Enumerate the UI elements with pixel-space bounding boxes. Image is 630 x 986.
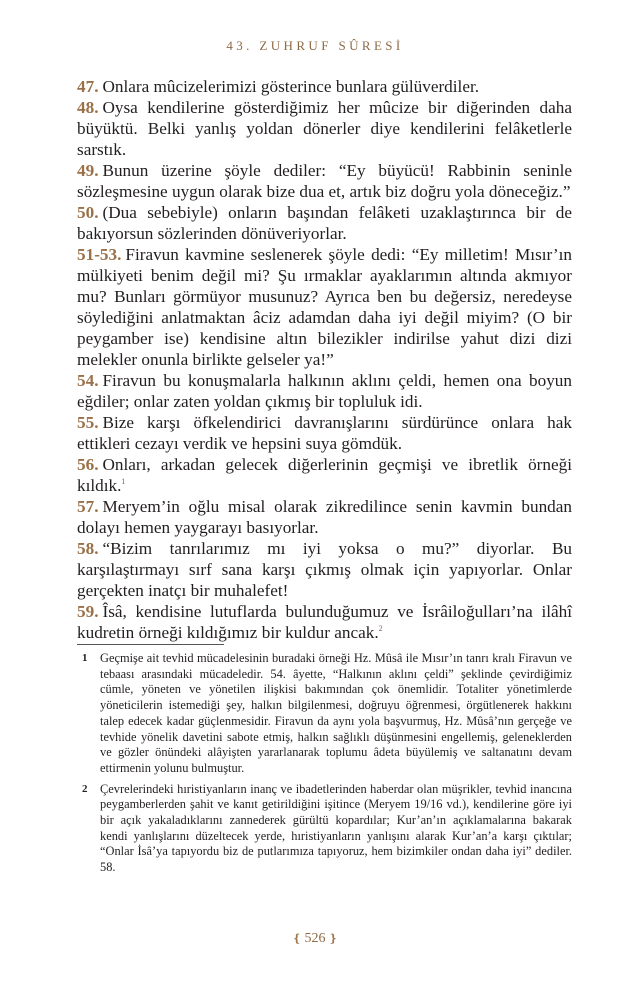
verse-text: Firavun bu konuşmalarla halkının aklını çeldi, hemen ona boyun eğdiler; onlar zaten yoldan çıkmış bir topluluk idi. — [77, 371, 572, 411]
page-number — [0, 931, 630, 947]
footnotes — [77, 651, 572, 881]
verse-number: 58. — [77, 539, 99, 558]
right-ornament-icon: ❵ — [328, 933, 338, 945]
verse-text: Firavun kavmine seslenerek şöyle dedi: “Ey milletim! Mısır’ın mülkiyeti benim değil mi? Şu ırmaklar ayaklarımın altında akmıyor mu? Bunları görmüyor musunuz? Ayrıca ben bu değersiz, neredeyse söylediğini anlatmaktan âciz adamdan daha iyi değil miyim? (O bir peygamber ise) kendisine altın bilezikler indirilse yahut dizi dizi melekler onunla birlikte gelseler ya!” — [77, 245, 572, 369]
verse-text: “Bizim tanrılarımız mı iyi yoksa o mu?” diyorlar. Bu karşılaştırmayı sırf sana karşı çıkmış olmak için yapıyorlar. Onlar gerçekten inatçı bir muhalefet! — [77, 539, 572, 600]
page-number-text: 526 — [304, 931, 326, 946]
verse-50 — [77, 202, 572, 244]
verse-57 — [77, 496, 572, 538]
verse-59 — [77, 601, 572, 643]
verse-56 — [77, 454, 572, 496]
verse-51-53 — [77, 244, 572, 370]
left-ornament-icon: ❴ — [292, 933, 302, 945]
footnote-1 — [77, 651, 572, 777]
footnote-divider — [77, 644, 224, 645]
verse-text: (Dua sebebiyle) onların başından felâketi uzaklaştırınca bir de bakıyorsun sözlerinden dönüveriyorlar. — [77, 203, 572, 243]
verse-text: Bize karşı öfkelendirici davranışlarını sürdürünce onlara hak ettikleri cezayı verdik ve hepsini suya gömdük. — [77, 413, 572, 453]
verse-55 — [77, 412, 572, 454]
verse-47 — [77, 76, 572, 97]
verse-text: Îsâ, kendisine lutuflarda bulunduğumuz ve İsrâiloğulları’na ilâhî kudretin örneği kıldığımız bir kuldur ancak. — [77, 602, 572, 642]
verse-text: Oysa kendilerine gösterdiğimiz her mûcize bir diğerinden daha büyüktü. Belki yanlış yoldan dönerler diye kendilerini felâketlerle sarstık. — [77, 98, 572, 159]
verse-number: 47. — [77, 77, 99, 96]
footnote-ref[interactable]: 1 — [121, 477, 126, 486]
surah-header: 43. ZUHRUF SÛRESİ — [226, 38, 404, 53]
verse-text: Onlara mûcizelerimizi gösterince bunlara gülüverdiler. — [102, 77, 480, 96]
verse-number: 56. — [77, 455, 99, 474]
footnote-ref[interactable]: 2 — [378, 624, 383, 633]
verse-number: 55. — [77, 413, 99, 432]
verse-48 — [77, 97, 572, 160]
footnote-2 — [77, 782, 572, 876]
verse-text: Bunun üzerine şöyle dediler: “Ey büyücü! Rabbinin seninle sözleşmesine uygun olarak bize dua et, artık biz doğru yola döneceğiz.” — [77, 161, 572, 201]
verse-number: 54. — [77, 371, 99, 390]
footnote-number: 1 — [82, 652, 88, 664]
verse-number: 49. — [77, 161, 99, 180]
verse-number: 59. — [77, 602, 99, 621]
verse-block — [77, 76, 572, 643]
verse-number: 48. — [77, 98, 99, 117]
footnote-text: Çevrelerindeki hıristiyanların inanç ve ibadetlerinden haberdar olan müşrikler, tevhid inancına peygamberlerden şahit ve kanıt getirildiğini işitince (Meryem 19/16 vd.), kendilerine göre iyi bir açık yakaladıklarını zannederek gürültü kopardılar; Kur’an’ın açıklamalarına bakarak kendi yanlışlarını düzeltecek yerde, hıristiyanların yanlışını alarak Kur’an’a karşı çıktılar; “Onlar İsâ’ya tapıyordu biz de putlarımıza tapıyoruz, hem bizimkiler ondan daha iyi” dediler. 58. — [100, 781, 572, 875]
verse-number: 57. — [77, 497, 99, 516]
verse-58 — [77, 538, 572, 601]
footnote-number: 2 — [82, 782, 88, 795]
footnote-text: Geçmişe ait tevhid mücadelesinin buradaki örneği Hz. Mûsâ ile Mısır’ın tanrı kralı Firavun ve tebaası arasındaki mücadeledir. 54. âyette, “Halkının aklını çeldi” şeklinde çevirdiğimiz cümle, yöneten ve yönetilen ilişkisi bakımından çok önemlidir. Totaliter yönetimlerde yöneticilerin istemediği şey, halkın bilgilenmesi, doğruyu öğrenmesi, örgütlenerek hakkını talep edecek kadar güçlenmesidir. Firavun da aynı yola başvurmuş, Hz. Mûsâ’nın gerçeğe ve tevhide yönelik davetini sabote etmiş, halkın sağlıklı düşünmesini engellemiş, geleneklerden ve gözler önündeki alâyişten yararlanarak toplumu âdeta büyülemiş ve saltanatını devam ettirmenin yolunu bulmuştur. — [100, 651, 572, 775]
verse-text: Meryem’in oğlu misal olarak zikredilince senin kavmin bundan dolayı hemen yaygarayı basıyorlar. — [77, 497, 572, 537]
verse-number: 50. — [77, 203, 99, 222]
verse-number: 51-53. — [77, 245, 122, 264]
verse-text: Onları, arkadan gelecek diğerlerinin geçmişi ve ibretlik örneği kıldık. — [77, 455, 572, 495]
verse-54 — [77, 370, 572, 412]
verse-49 — [77, 160, 572, 202]
